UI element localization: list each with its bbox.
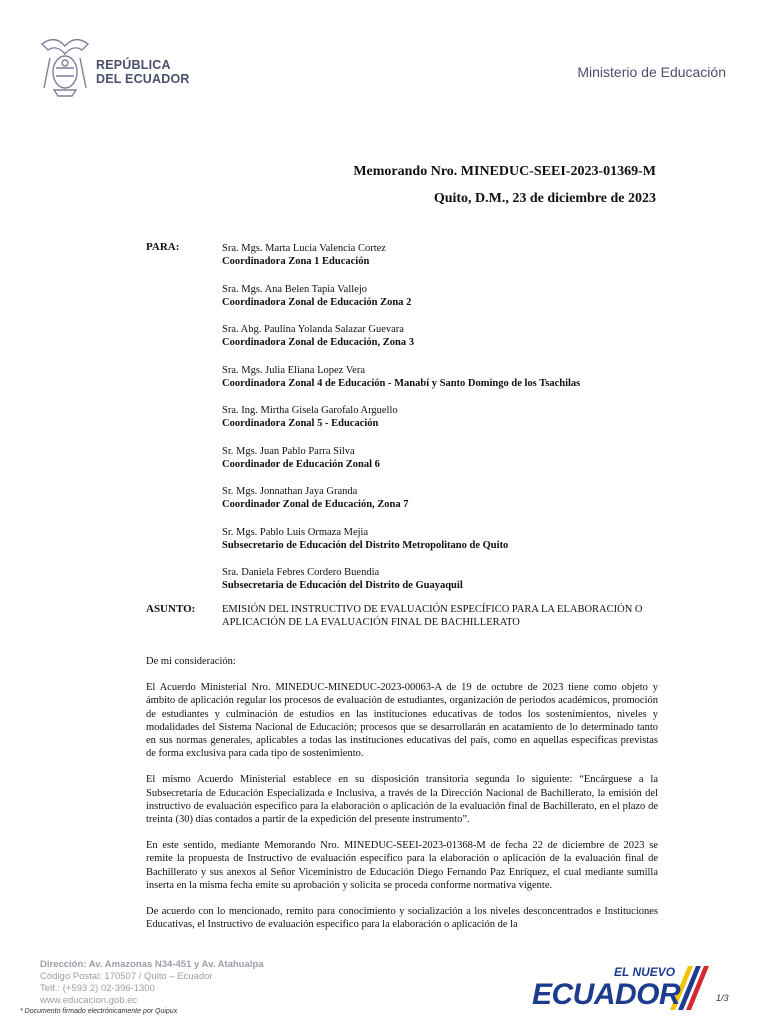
footer-address [40,959,264,1007]
recipient-name: Sr. Mgs. Jonnathan Jaya Granda [222,486,358,497]
logo-line-1: EL NUEVO [614,965,676,979]
recipient [222,283,662,309]
phone-line: Telf.: (+593 2) 02-396-1300 [40,983,155,994]
body-paragraph: En este sentido, mediante Memorando Nro. MINEDUC-SEEI-2023-01368-M de fecha 22 de diciembre de 2023 se remite la propuesta de Instructivo de evaluación específico para la elaboración o aplicación de la evaluación final de Bachillerato y sus anexos al Señor Viceministro de Educación Diego Fernando Paz Enríquez, el cual mediante sumilla inserta en la misma fecha emite su aprobación y solicita se proceda conforme normativa vigente. [146,840,658,891]
recipient-name: Sra. Mgs. Marta Lucia Valencia Cortez [222,243,386,254]
page-footer [0,955,768,1024]
recipient-role: Subsecretario de Educación del Distrito Metropolitano de Quito [222,539,509,551]
recipient-name: Sra. Ing. Mirtha Gisela Garofalo Arguello [222,405,398,416]
memo-number: Memorando Nro. MINEDUC-SEEI-2023-01369-M [353,164,656,179]
republic-line-2: DEL ECUADOR [96,72,190,86]
asunto-label: ASUNTO: [146,603,196,615]
body-paragraph: El mismo Acuerdo Ministerial establece en su disposición transitoria segunda lo siguiente: “Encárguese a la Subsecretaría de Educación Especializada e Inclusiva, a través de la Dirección Nacional de Bachillerato, la emisión del instructivo de evaluación específico para la elaboración o aplicación de la evaluación final de Bachillerato, en el plazo de treinta (30) días contados a partir de la expedición del presente instrumento”. [146,774,658,826]
address-line: Dirección: Av. Amazonas N34-451 y Av. Atahualpa [40,959,264,970]
memo-body [146,655,658,944]
recipient-name: Sra. Mgs. Julia Eliana Lopez Vera [222,364,365,376]
recipient [222,323,662,349]
signature-note: * Documento firmado electrónicamente por Quipux [20,1008,178,1015]
recipient-name: Sr. Mgs. Pablo Luis Ormaza Mejia [222,526,369,538]
recipient-role: Coordinador de Educación Zonal 6 [222,458,380,470]
recipient-name: Sra. Daniela Febres Cordero Buendia [222,567,380,578]
coat-of-arms-icon [36,36,94,98]
web-line: www.educacion.gob.ec [40,995,138,1006]
recipient-name: Sr. Mgs. Juan Pablo Parra Silva [222,445,355,457]
recipient [222,364,662,390]
recipient [222,445,662,471]
page-header [0,0,768,110]
recipient [222,526,662,552]
recipient-role: Coordinadora Zonal 4 de Educación - Manabí y Santo Domingo de los Tsachilas [222,377,581,389]
recipient-role: Coordinadora Zonal 5 - Educación [222,418,379,429]
republic-name [96,58,190,86]
republic-line-1: REPÚBLICA [96,58,171,72]
recipient-role: Coordinadora Zonal de Educación, Zona 3 [222,337,414,348]
memo-date: Quito, D.M., 23 de diciembre de 2023 [433,191,656,206]
recipient-role: Coordinadora Zona 1 Educación [222,256,370,267]
para-label: PARA: [146,241,180,253]
greeting: De mi consideración: [146,656,236,667]
ministry-name: Ministerio de Educación [577,64,726,80]
asunto-text: EMISIÓN DEL INSTRUCTIVO DE EVALUACIÓN ESPECÍFICO PARA LA ELABORACIÓN O APLICACIÓN DE LA EVALUACIÓN FINAL DE BACHILLERATO [222,604,643,628]
recipient-list [222,242,662,607]
recipient-name: Sra. Mgs. Ana Belen Tapia Vallejo [222,283,367,295]
page-number: 1/3 [716,993,729,1003]
recipient-role: Coordinador Zonal de Educación, Zona 7 [222,499,409,510]
recipient-role: Coordinadora Zonal de Educación Zona 2 [222,296,412,308]
recipient [222,404,662,430]
recipient-name: Sra. Abg. Paulina Yolanda Salazar Guevara [222,324,404,335]
logo-line-2: ECUADOR [532,978,681,1011]
recipient [222,566,662,592]
body-paragraph: El Acuerdo Ministerial Nro. MINEDUC-MINEDUC-2023-00063-A de 19 de octubre de 2023 tiene como objeto y ámbito de aplicación regular los procesos de evaluación de estudiantes, organización de periodos académicos, promoción de estudiantes y culminación de estudios en las instituciones educativas de todos los sostenimientos, niveles y modalidades del Sistema Nacional de Educación; procesos que se desarrollarán en acatamiento de lo determinado tanto en sus normas generales, aplicables a todas las instituciones educativas del país, como en aquellas específicas previstas de forma exclusiva para cada tipo de sostenimiento. [146,682,658,760]
recipient [222,242,662,268]
postal-line: Código Postal: 170507 / Quito – Ecuador [40,971,213,982]
recipient-role: Subsecretaria de Educación del Distrito de Guayaquil [222,580,463,591]
el-nuevo-ecuador-logo [530,960,712,1012]
recipient [222,485,662,511]
body-paragraph: De acuerdo con lo mencionado, remito para conocimiento y socialización a los niveles desconcentrados e Instituciones Educativas, el Instructivo de evaluación específico para la elaboración o aplicación de la [146,906,658,931]
